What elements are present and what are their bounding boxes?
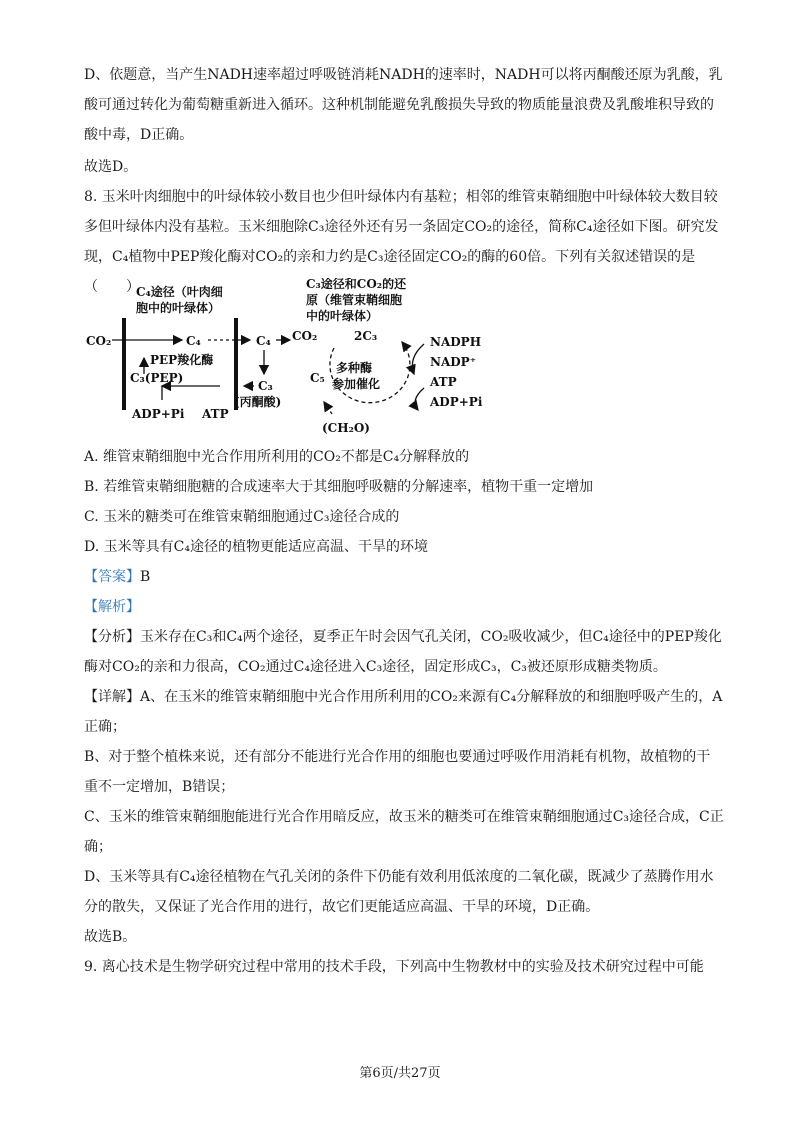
c3-title-line3: 中的叶绿体） <box>306 309 379 323</box>
ch2o-label: (CH₂O) <box>322 421 370 435</box>
co2-left-label: CO₂ <box>86 334 112 348</box>
q8-detail-b: B、对于整个植株来说，还有部分不能进行光合作用的细胞也要通过呼吸作用消耗有机物，故植物的干重不一定增加，B错误； <box>84 749 711 795</box>
c4-title-line2: 胞中的叶绿体） <box>136 301 221 315</box>
adp-pi-left-label: ADP+Pi <box>132 407 185 421</box>
pyruvate-label: (丙酮酸) <box>234 395 282 409</box>
page-number: 第6页/共27页 <box>359 1066 441 1081</box>
atp-left-label: ATP <box>202 407 229 421</box>
c4-left-label: C₄ <box>186 334 201 348</box>
q8-answer <box>84 562 150 592</box>
q7-conclusion: 故选D。 <box>84 159 138 175</box>
c4-middle-label: C₄ <box>256 334 271 348</box>
c3-title-line1: C₃途径和CO₂的还 <box>306 278 407 291</box>
enzymes-label-2: 参加催化 <box>332 377 381 391</box>
answer-tag: 【答案】 <box>84 569 140 585</box>
q8-detail-c: C、玉米的维管束鞘细胞能进行光合作用暗反应，故玉米的糖类可在维管束鞘细胞通过C₃途径合成，C正确； <box>84 809 724 855</box>
q8-option-c: C. 玉米的糖类可在维管束鞘细胞通过C₃途径合成的 <box>84 509 400 525</box>
fenxi-text: 玉米存在C₃和C₄两个途径，夏季正午时会因气孔关闭，CO₂吸收减少，但C₄途径中的PEP羧化酶对CO₂的亲和力很高，CO₂通过C₄途径进入C₃途径，固定形成C₃，C₃被还原形成糖类物质。 <box>84 629 722 675</box>
atp-right-label: ATP <box>430 375 457 389</box>
q8-detail-d: D、玉米等具有C₄途径植物在气孔关闭的条件下仍能有效利用低浓度的二氧化碳，既减少了蒸腾作用水分的散失，又保证了光合作用的进行，故它们更能适应高温、干旱的环境，D正确。 <box>84 869 714 915</box>
q8-option-b: B. 若维管束鞘细胞糖的合成速率大于其细胞呼吸糖的分解速率，植物干重一定增加 <box>84 479 594 495</box>
c5-label: C₅ <box>310 371 325 385</box>
q7-option-d: D、依题意，当产生NADH速率超过呼吸链消耗NADH的速率时，NADH可以将丙酮酸还原为乳酸，乳酸可通过转化为葡萄糖重新进入循环。这种机制能避免乳酸损失导致的物质能量浪费及乳酸堆积导致的酸中毒，D正确。 <box>84 67 723 143</box>
q8-stem: 8. 玉米叶肉细胞中的叶绿体较小数目也少但叶绿体内有基粒；相邻的维管束鞘细胞中叶绿体较大数目较多但叶绿体内没有基粒。玉米细胞除C₃途径外还有另一条固定CO₂的途径，简称C₄途径如下图。研究发现，C₄植物中PEP羧化酶对CO₂的亲和力约是C₃途径固定CO₂的酶的60倍。下列有关叙述错误的是（ ） <box>84 189 719 295</box>
answer-value: B <box>140 569 151 585</box>
q8-conclusion: 故选B。 <box>84 929 137 945</box>
fenxi-tag: 【分析】 <box>84 629 140 645</box>
enzymes-label-1: 多种酶 <box>336 361 373 375</box>
two-c3-label: 2C₃ <box>354 329 378 343</box>
c3-pyruvate-label: C₃ <box>258 379 273 393</box>
c4-pathway-diagram <box>84 278 504 438</box>
c3-pep-label: C₃(PEP) <box>130 371 184 385</box>
q8-detail-a <box>84 682 724 742</box>
q8-fenxi <box>84 622 724 682</box>
nadph-label: NADPH <box>430 335 482 349</box>
c3-title-line2: 原（维管束鞘细胞 <box>306 293 403 307</box>
nadp-label: NADP⁺ <box>430 355 477 369</box>
adp-pi-right-label: ADP+Pi <box>430 395 483 409</box>
detail-a-text: A、在玉米的维管束鞘细胞中光合作用所利用的CO₂来源有C₄分解释放的和细胞呼吸产生的，A正确； <box>84 689 723 735</box>
analysis-tag: 【解析】 <box>84 599 140 615</box>
q8-option-d: D. 玉米等具有C₄途径的植物更能适应高温、干旱的环境 <box>84 539 428 555</box>
xiangjie-tag: 【详解】 <box>84 689 140 705</box>
pep-enzyme-label: PEP羧化酶 <box>150 353 214 367</box>
q8-option-a: A. 维管束鞘细胞中光合作用所利用的CO₂不都是C₄分解释放的 <box>84 449 470 465</box>
q9-stem: 9. 离心技术是生物学研究过程中常用的技术手段，下列高中生物教材中的实验及技术研究过程中可能 <box>84 959 704 975</box>
c4-title-line1: C₄途径（叶肉细 <box>136 285 223 299</box>
co2-right-label: CO₂ <box>292 329 318 343</box>
